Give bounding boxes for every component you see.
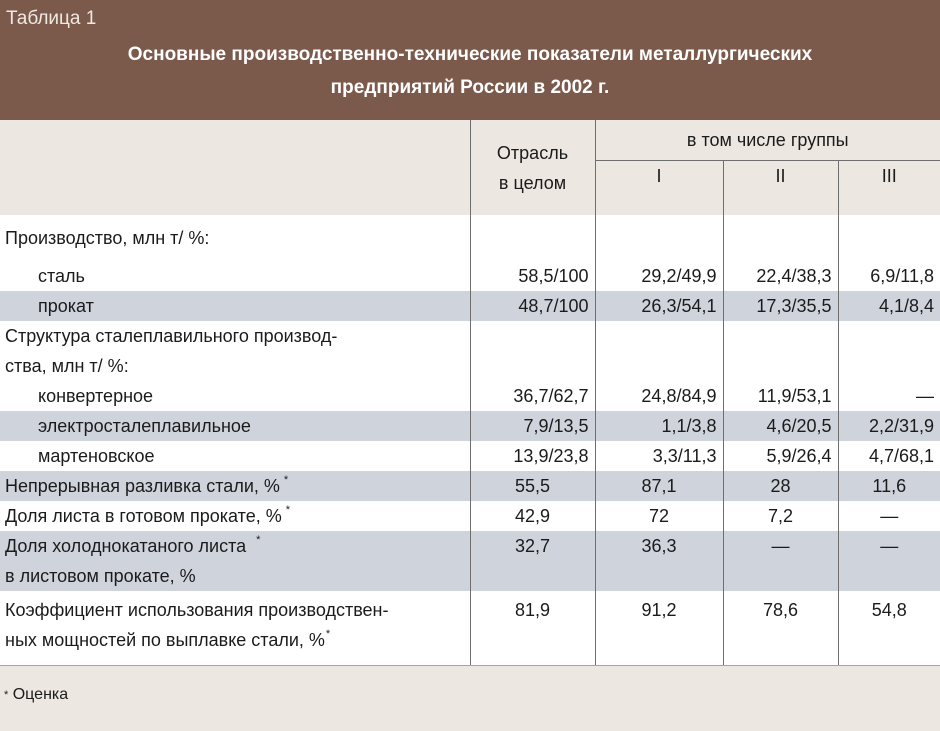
cell-group-2: 17,3/35,5 [723, 291, 838, 321]
cell-group-1: 72 [595, 501, 723, 531]
cell-group-2: 7,2 [723, 501, 838, 531]
col-industry-line-1: Отрасль [496, 142, 569, 163]
row-label: Непрерывная разливка стали, % * [0, 471, 470, 501]
cell-group-1: 1,1/3,8 [595, 411, 723, 441]
col-industry-line-2: в целом [498, 172, 567, 193]
table-row [0, 351, 940, 381]
estimate-mark: * [283, 474, 289, 486]
indicators-table [0, 120, 940, 680]
row-label: конвертерное [38, 386, 154, 406]
row-label: Коэффициент использования производствен- ных мощностей по выплавке стали, %* [5, 600, 389, 650]
cell-group-3: — [838, 531, 940, 591]
col-industry [470, 120, 595, 215]
header-row-1 [0, 120, 940, 161]
estimate-mark: * [325, 628, 331, 640]
table-footnote [0, 665, 940, 731]
row-label: Структура сталеплавильного производ- [5, 326, 338, 346]
table-label: Таблица 1 [6, 8, 97, 29]
cell-group-1: 29,2/49,9 [595, 261, 723, 291]
cell-group-3: 4,7/68,1 [838, 441, 940, 471]
cell-total: 7,9/13,5 [470, 411, 595, 441]
table-row [0, 501, 940, 531]
title-line-1: Основные производственно-технические показатели металлургических [127, 44, 813, 65]
estimate-mark: * [285, 504, 291, 516]
cell-total: 42,9 [470, 501, 595, 531]
cell-group-1: 91,2 [595, 591, 723, 680]
cell-group-1: 3,3/11,3 [595, 441, 723, 471]
cell-group-3: 54,8 [838, 591, 940, 680]
table-row [0, 321, 940, 351]
cell-group-1: 36,3 [595, 531, 723, 591]
cell-group-1: 87,1 [595, 471, 723, 501]
cell-group-2: 78,6 [723, 591, 838, 680]
title-line-2: предприятий России в 2002 г. [330, 77, 610, 98]
cell-group-2: — [723, 531, 838, 591]
col-group-2: II [723, 161, 838, 216]
row-label: прокат [0, 291, 470, 321]
cell-total: 32,7 [470, 531, 595, 591]
table-header [0, 0, 940, 120]
cell-group-3: — [838, 501, 940, 531]
cell-group-1: 26,3/54,1 [595, 291, 723, 321]
table-row [0, 471, 940, 501]
row-label: Производство, млн т/ %: [5, 228, 210, 248]
cell-group-2: 4,6/20,5 [723, 411, 838, 441]
row-label: Доля холоднокатаного листа * в листовом прокате, % [0, 531, 470, 591]
cell-group-3: 6,9/11,8 [838, 261, 940, 291]
col-group-1: I [595, 161, 723, 216]
table-title [0, 38, 940, 104]
cell-total: 81,9 [470, 591, 595, 680]
cell-total: 48,7/100 [470, 291, 595, 321]
cell-total: 36,7/62,7 [470, 381, 595, 411]
cell-group-3: 11,6 [838, 471, 940, 501]
row-label: сталь [38, 266, 85, 286]
cell-total: 58,5/100 [470, 261, 595, 291]
table-row [0, 291, 940, 321]
cell-group-3: — [838, 381, 940, 411]
cell-group-3: 4,1/8,4 [838, 291, 940, 321]
estimate-mark: * [256, 534, 261, 546]
footnote-mark: * [4, 689, 9, 701]
cell-group-2: 22,4/38,3 [723, 261, 838, 291]
col-groups-header: в том числе группы [595, 120, 940, 161]
table-row [0, 261, 940, 291]
cell-group-2: 28 [723, 471, 838, 501]
table-row [0, 441, 940, 471]
cell-group-1: 24,8/84,9 [595, 381, 723, 411]
row-label: Доля листа в готовом прокате, % * [5, 504, 291, 526]
row-label: электросталеплавильное [0, 411, 470, 441]
cell-total: 55,5 [470, 471, 595, 501]
table-row [0, 531, 940, 591]
footnote-text: Оценка [12, 686, 69, 703]
table-row [0, 215, 940, 261]
cell-total: 13,9/23,8 [470, 441, 595, 471]
cell-group-2: 5,9/26,4 [723, 441, 838, 471]
row-label: мартеновское [38, 446, 155, 466]
cell-group-2: 11,9/53,1 [723, 381, 838, 411]
row-label: ства, млн т/ %: [5, 356, 129, 376]
cell-group-3: 2,2/31,9 [838, 411, 940, 441]
table-row [0, 381, 940, 411]
col-group-3: III [838, 161, 940, 216]
table-row [0, 411, 940, 441]
